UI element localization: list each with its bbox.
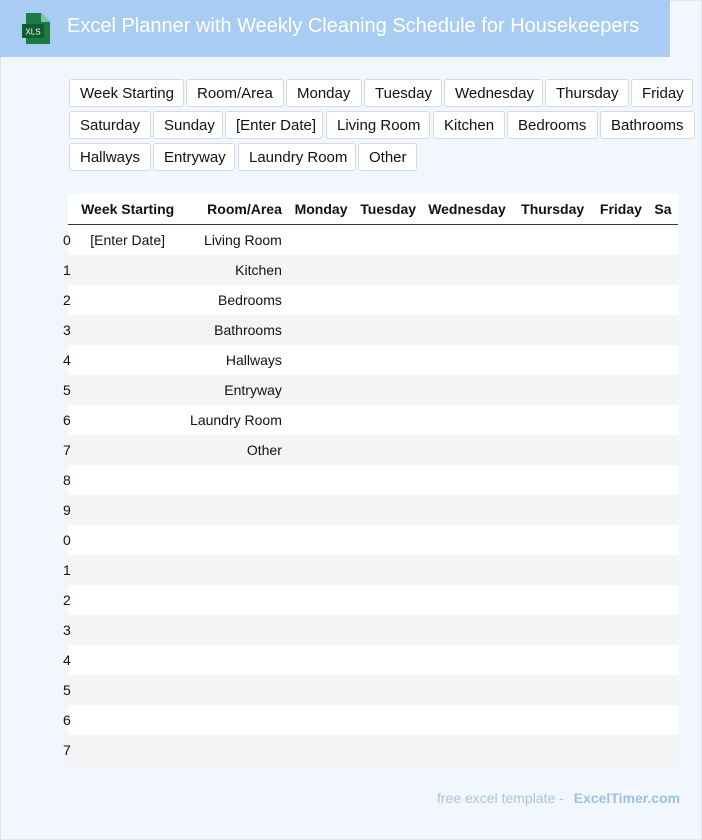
table-cell[interactable] [422,435,512,465]
table-cell[interactable] [648,345,678,375]
table-cell[interactable] [354,615,422,645]
table-cell[interactable] [288,345,354,375]
table-cell[interactable] [648,285,678,315]
table-cell[interactable] [593,525,648,555]
table-cell[interactable]: Kitchen [183,255,288,285]
table-cell[interactable] [422,495,512,525]
table-cell[interactable] [512,645,594,675]
table-row [68,375,678,405]
table-cell[interactable] [354,435,422,465]
table-cell[interactable] [183,585,288,615]
table-cell[interactable] [354,555,422,585]
tag-item[interactable]: Tuesday [364,79,442,107]
table-row [68,495,678,525]
table-cell[interactable] [648,675,678,705]
table-cell[interactable] [648,465,678,495]
table-cell[interactable] [648,255,678,285]
table-row [68,615,678,645]
tag-item[interactable]: Thursday [545,79,629,107]
table-cell[interactable] [288,375,354,405]
footer-brand-link[interactable]: ExcelTimer.com [573,790,681,806]
table-cell[interactable] [354,585,422,615]
tag-item[interactable]: Laundry Room [238,143,356,171]
table-cell[interactable] [422,255,512,285]
table-cell[interactable] [593,465,648,495]
table-cell[interactable] [648,555,678,585]
table-cell[interactable] [288,225,354,256]
row-index: 6 [63,412,71,428]
table-cell[interactable] [422,525,512,555]
table-cell[interactable] [512,225,594,256]
table-cell[interactable]: Entryway [183,375,288,405]
table-cell[interactable] [648,705,678,735]
table-cell[interactable] [288,555,354,585]
table-cell[interactable] [183,555,288,585]
table-cell[interactable] [354,225,422,256]
table-cell[interactable] [648,495,678,525]
table-cell[interactable] [422,615,512,645]
table-cell[interactable] [648,405,678,435]
tag-item[interactable]: Friday [631,79,693,107]
table-cell[interactable] [72,345,183,375]
table-cell[interactable] [72,705,183,735]
tag-item[interactable]: Room/Area [186,79,284,107]
table-cell[interactable]: Living Room [204,232,282,248]
table-cell[interactable] [183,705,288,735]
table-cell[interactable] [72,315,183,345]
table-row [68,225,678,256]
table-cell[interactable] [72,285,183,315]
table-cell[interactable] [72,585,183,615]
table-cell[interactable] [593,435,648,465]
table-cell[interactable] [288,435,354,465]
row-index: 9 [68,495,72,525]
table-row [68,525,678,555]
table-cell[interactable] [422,345,512,375]
table-cell[interactable] [422,225,512,256]
column-header[interactable]: Friday [593,194,648,225]
table-cell[interactable] [354,675,422,705]
table-cell[interactable] [593,555,648,585]
table-cell[interactable] [288,735,354,765]
table-cell[interactable] [72,255,183,285]
table-cell[interactable] [648,375,678,405]
tag-item[interactable]: Monday [286,79,362,107]
table-cell[interactable]: Bedrooms [218,292,282,308]
table-cell[interactable] [422,465,512,495]
table-cell[interactable] [72,375,183,405]
table-cell[interactable] [512,585,594,615]
table-cell[interactable] [288,525,354,555]
table-cell[interactable] [593,405,648,435]
table-cell[interactable] [72,495,183,525]
tag-item[interactable]: Saturday [69,111,151,139]
table-cell[interactable] [72,675,183,705]
table-cell[interactable] [354,465,422,495]
table-cell[interactable] [593,315,648,345]
table-cell[interactable]: Other [183,435,288,465]
table-cell[interactable] [512,495,594,525]
tag-item[interactable]: Sunday [153,111,223,139]
table-cell[interactable] [593,285,648,315]
page-title: Excel Planner with Weekly Cleaning Schedule for Housekeepers [67,15,640,37]
table-cell[interactable] [648,315,678,345]
table-cell[interactable] [593,675,648,705]
tag-item[interactable]: Living Room [326,111,430,139]
table-cell[interactable]: Laundry Room [190,412,282,428]
xls-file-icon [22,13,50,44]
table-cell[interactable] [593,225,648,256]
column-header[interactable]: Monday [288,194,354,225]
table-cell[interactable] [512,375,594,405]
table-row [68,585,678,615]
row-index: 4 [63,352,71,368]
table-cell[interactable] [422,585,512,615]
tag-item[interactable]: [Enter Date] [225,111,323,139]
footer-prefix: free excel template - [437,790,564,806]
tag-item[interactable]: Bedrooms [507,111,598,139]
tag-item[interactable]: Bathrooms [600,111,695,139]
table-cell[interactable] [354,405,422,435]
table-cell[interactable] [183,495,288,525]
table-cell[interactable] [288,645,354,675]
tag-item[interactable]: Week Starting [69,79,184,107]
table-cell[interactable] [512,555,594,585]
row-index: 4 [63,652,71,668]
table-cell[interactable] [593,735,648,765]
row-index: 2 [63,292,71,308]
table-row [68,255,678,285]
table-cell[interactable] [354,345,422,375]
table-row [68,405,678,435]
row-index: 3 [68,315,72,345]
table-cell[interactable] [593,255,648,285]
schedule-sheet [63,194,678,765]
column-header[interactable]: Sa [648,194,678,225]
row-index: 0 [63,232,71,248]
table-cell[interactable] [72,645,183,675]
table-cell[interactable] [354,315,422,345]
table-cell[interactable] [288,615,354,645]
table-cell[interactable] [512,525,594,555]
table-cell[interactable] [512,285,594,315]
table-cell[interactable] [288,675,354,705]
table-row [68,465,678,495]
table-cell[interactable] [72,555,183,585]
table-cell[interactable] [288,315,354,345]
table-cell[interactable] [422,645,512,675]
table-cell[interactable]: [Enter Date] [90,232,165,248]
column-header[interactable]: Tuesday [354,194,422,225]
table-cell[interactable] [512,405,594,435]
table-cell[interactable] [183,465,288,495]
table-cell[interactable] [593,705,648,735]
footer-credit [437,790,680,806]
row-index: 5 [68,675,72,705]
table-cell[interactable] [288,255,354,285]
tag-item[interactable]: Kitchen [433,111,505,139]
table-row [68,675,678,705]
table-cell[interactable] [422,705,512,735]
table-cell[interactable] [512,675,594,705]
table-cell[interactable] [593,345,648,375]
row-index: 7 [68,735,72,765]
tag-item[interactable]: Entryway [153,143,235,171]
table-cell[interactable] [354,375,422,405]
table-cell[interactable] [354,255,422,285]
table-cell[interactable] [288,585,354,615]
table-cell[interactable] [354,285,422,315]
table-cell[interactable] [183,615,288,645]
table-cell[interactable] [422,555,512,585]
table-cell[interactable] [593,585,648,615]
table-cell[interactable] [183,645,288,675]
row-index: 1 [68,555,72,585]
table-cell[interactable] [72,525,183,555]
table-cell[interactable] [183,735,288,765]
table-cell[interactable] [288,405,354,435]
table-cell[interactable] [648,615,678,645]
table-row [68,555,678,585]
row-index: 6 [63,712,71,728]
table-row [68,705,678,735]
table-cell[interactable] [648,525,678,555]
table-cell[interactable] [648,435,678,465]
table-cell[interactable] [512,735,594,765]
column-header[interactable]: Room/Area [183,194,288,225]
table-cell[interactable] [512,315,594,345]
table-cell[interactable] [72,465,183,495]
table-cell[interactable] [648,645,678,675]
table-cell[interactable] [422,405,512,435]
table-cell[interactable] [72,615,183,645]
column-header[interactable]: Thursday [512,194,594,225]
tag-item[interactable]: Other [358,143,417,171]
table-cell[interactable] [512,345,594,375]
table-cell[interactable] [288,495,354,525]
page-header [0,0,670,57]
row-index: 7 [68,435,72,465]
table-cell[interactable] [183,675,288,705]
table-row [68,345,678,375]
table-cell[interactable] [593,615,648,645]
xls-icon-label: XLS [25,27,41,37]
table-cell[interactable] [354,735,422,765]
table-cell[interactable] [183,525,288,555]
row-index: 1 [68,255,72,285]
column-header[interactable]: Week Starting [72,194,183,225]
schedule-table [63,194,678,765]
table-cell[interactable] [422,375,512,405]
table-cell[interactable] [512,615,594,645]
table-cell[interactable] [72,735,183,765]
table-cell[interactable] [288,285,354,315]
table-cell[interactable] [512,255,594,285]
table-cell[interactable] [422,285,512,315]
header-row [68,194,678,225]
row-index: 5 [68,375,72,405]
row-index: 8 [63,472,71,488]
table-cell[interactable]: Hallways [225,352,282,368]
tag-item[interactable]: Hallways [69,143,151,171]
table-cell[interactable] [422,315,512,345]
table-row [68,285,678,315]
tag-item[interactable]: Wednesday [444,79,543,107]
table-cell[interactable] [422,675,512,705]
table-cell[interactable] [648,735,678,765]
row-index: 2 [63,592,71,608]
table-cell[interactable] [354,645,422,675]
table-cell[interactable] [648,585,678,615]
table-cell[interactable] [512,465,594,495]
row-index: 3 [68,615,72,645]
table-cell[interactable] [72,405,183,435]
column-header[interactable]: Wednesday [422,194,512,225]
table-cell[interactable] [354,495,422,525]
table-cell[interactable] [354,525,422,555]
table-cell[interactable] [72,435,183,465]
table-cell[interactable] [593,645,648,675]
table-cell[interactable] [288,705,354,735]
table-cell[interactable] [512,435,594,465]
table-cell[interactable] [648,225,678,256]
table-cell[interactable] [422,735,512,765]
table-row [68,735,678,765]
table-cell[interactable]: Bathrooms [183,315,288,345]
table-row [68,315,678,345]
table-cell[interactable] [288,465,354,495]
table-cell[interactable] [512,705,594,735]
table-row [68,435,678,465]
table-row [68,645,678,675]
table-cell[interactable] [593,375,648,405]
row-index: 0 [63,532,71,548]
table-cell[interactable] [593,495,648,525]
table-cell[interactable] [354,705,422,735]
